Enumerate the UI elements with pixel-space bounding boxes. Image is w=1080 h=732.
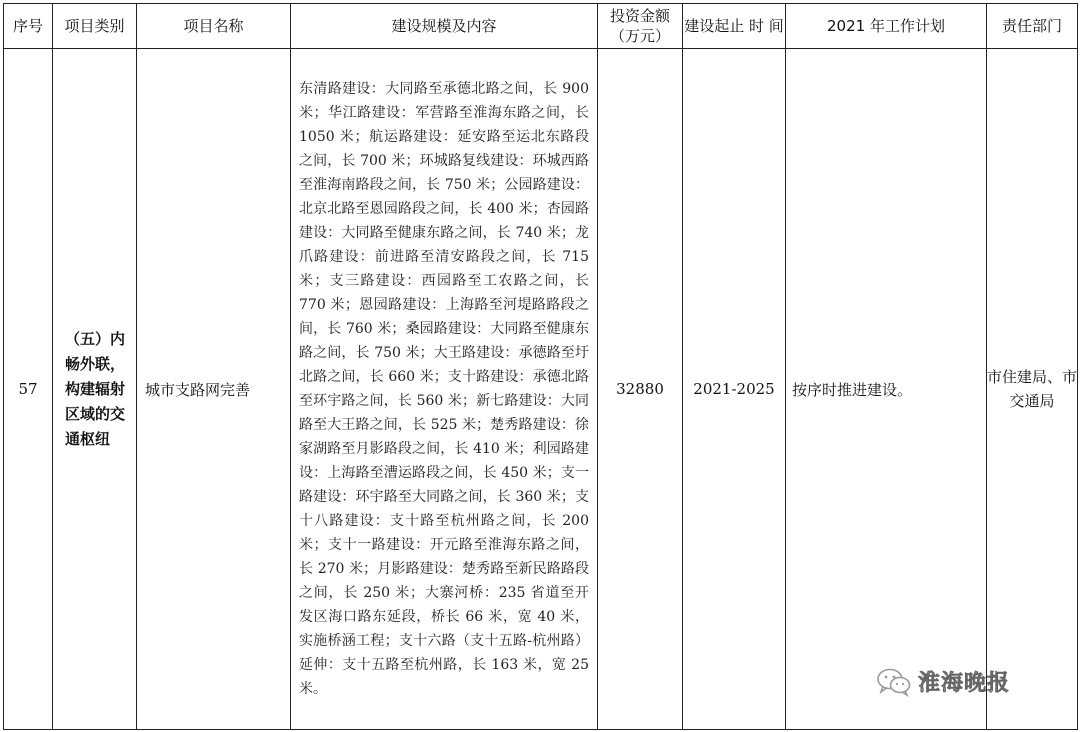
row-investment: 32880	[598, 49, 683, 730]
row-category: （五）内畅外联，构建辐射区域的交通枢纽	[53, 49, 137, 730]
table-row	[4, 49, 1078, 730]
watermark	[876, 666, 1010, 697]
header-plan: 2021 年工作计划	[786, 4, 987, 49]
row-dept: 市住建局、市交通局	[987, 49, 1078, 730]
header-name: 项目名称	[137, 4, 291, 49]
watermark-text: 淮海晚报	[918, 671, 1011, 696]
header-scope: 建设规模及内容	[291, 4, 598, 49]
table-header-row	[4, 4, 1078, 49]
header-category: 项目类别	[53, 4, 137, 49]
row-period: 2021-2025	[683, 49, 786, 730]
header-seq: 序号	[4, 4, 53, 49]
row-seq: 57	[4, 49, 53, 730]
project-table	[3, 3, 1078, 730]
header-investment: 投资金额（万元）	[598, 4, 683, 49]
row-name: 城市支路网完善	[137, 49, 291, 730]
row-scope: 东清路建设：大同路至承德北路之间，长 900 米；华江路建设：军营路至淮海东路之间，长 1050 米；航运路建设：延安路至运北东路段之间，长 700 米；环城路复线建设：环城西路至淮海南路段之间，长 750 米；公园路建设：北京北路至恩园路段之间，长 400 米；杏园路建设：大同路至健康东路之间，长 740 米；龙爪路建设：前进路至清安路段之间，长 715 米；支三路建设：西园路至工农路之间，长 770 米；恩园路建设：上海路至河堤路路段之间，长 760 米；桑园路建设：大同路至健康东路之间，长 750 米；大王路建设：承德路至圩北路之间，长 660 米；支十路建设：承德北路至环宇路之间，长 560 米；新七路建设：大同路至大王路之间，长 525 米；楚秀路建设：徐家湖路至月影路段之间，长 410 米；利园路建设：上海路至漕运路段之间，长 450 米；支一路建设：环宇路至大同路之间，长 360 米；支十八路建设：支十路至杭州路之间，长 200 米；支十一路建设：开元路至淮海东路之间，长 270 米；月影路建设：楚秀路至新民路路段之间，长 250 米；大寨河桥：235 省道至开发区海口路东延段，桥长 66 米，宽 40 米，实施桥涵工程；支十六路（支十五路-杭州路）延伸：支十五路至杭州路，长 163 米，宽 25 米。	[291, 49, 598, 730]
wechat-icon	[876, 667, 912, 697]
header-period: 建设起止 时 间	[683, 4, 786, 49]
row-plan: 按序时推进建设。	[786, 49, 987, 730]
header-dept: 责任部门	[987, 4, 1078, 49]
